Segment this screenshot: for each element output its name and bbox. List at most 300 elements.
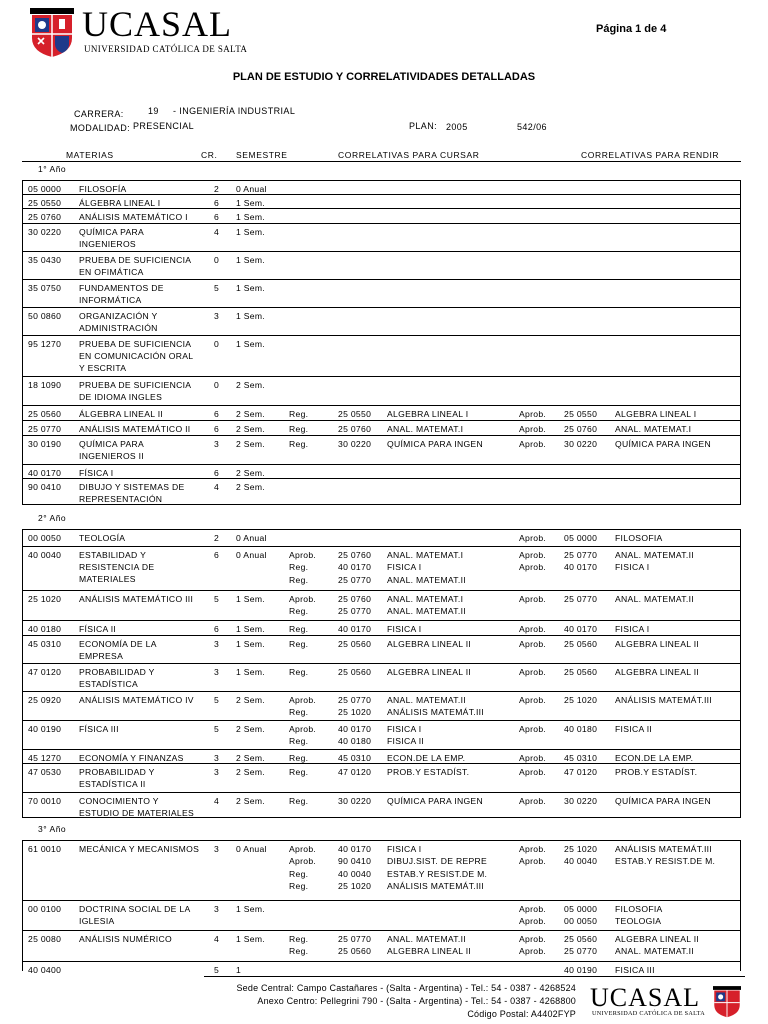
year-label: 1° Año	[38, 164, 67, 174]
cursar-code: 25 0560	[338, 667, 372, 677]
year-table	[22, 840, 741, 975]
col-header-semestre: SEMESTRE	[236, 150, 288, 160]
rendir-code: 30 0220	[564, 439, 598, 449]
cursar-subject: QUÍMICA PARA INGEN	[387, 796, 483, 806]
rendir-subject: ALGEBRA LINEAL II	[615, 667, 700, 677]
rendir-type: Aprob.	[519, 934, 547, 944]
rendir-type: Aprob.	[519, 904, 547, 914]
rendir-type: Aprob.	[519, 639, 547, 649]
cursar-type: Reg.	[289, 736, 309, 747]
rendir-code: 40 0170	[564, 624, 598, 634]
footer-sede-central: Sede Central: Campo Castañares - (Salta - Argentina) - Tel.: 54 - 0387 - 4268524	[236, 983, 576, 993]
semester: 2 Sem.	[236, 695, 266, 705]
credits: 5	[214, 283, 220, 293]
subject-code: 18 1090	[28, 380, 62, 390]
col-header-cursar: CORRELATIVAS PARA CURSAR	[338, 150, 480, 160]
cursar-subject: ALGEBRA LINEAL II	[387, 667, 472, 677]
credits: 4	[214, 796, 220, 806]
subject-code: 00 0100	[28, 904, 62, 914]
cursar-type: Reg.	[289, 639, 309, 649]
cursar-subject: ALGEBRA LINEAL II	[387, 639, 472, 649]
rendir-type: Aprob.	[519, 562, 547, 573]
cursar-subject: FISICA I	[387, 724, 422, 734]
rendir-type: Aprob.	[519, 844, 547, 854]
cursar-code: 47 0120	[338, 767, 372, 777]
cursar-type: Reg.	[289, 624, 309, 634]
subject-code: 40 0040	[28, 550, 62, 560]
cursar-subject: ESTAB.Y RESIST.DE M.	[387, 868, 488, 879]
cursar-code: 45 0310	[338, 753, 372, 763]
table-row	[23, 792, 740, 819]
semester: 2 Sem.	[236, 724, 266, 734]
modalidad-value: PRESENCIAL	[133, 121, 195, 131]
credits: 2	[214, 184, 220, 194]
rendir-type: Aprob.	[519, 594, 547, 604]
subject-code: 25 0080	[28, 934, 62, 944]
subject-name: ECONOMÍA DE LA EMPRESA	[79, 639, 157, 661]
plan-label: PLAN:	[409, 121, 438, 131]
rendir-code: 47 0120	[564, 767, 598, 777]
cursar-subject: ANAL. MATEMAT.II	[387, 934, 466, 944]
credits: 6	[214, 198, 220, 208]
subject-code: 95 1270	[28, 339, 62, 349]
cursar-code: 40 0170	[338, 624, 372, 634]
footer-ucasal-shield-icon	[713, 985, 741, 1019]
credits: 6	[214, 424, 220, 434]
cursar-subject: FISICA I	[387, 844, 422, 854]
credits: 5	[214, 724, 220, 734]
semester: 1 Sem.	[236, 283, 266, 293]
credits: 3	[214, 904, 220, 914]
subject-name: MECÁNICA Y MECANISMOS	[79, 844, 200, 854]
table-row	[23, 478, 740, 506]
footer-brand-wordmark: UCASAL	[590, 983, 701, 1012]
subject-code: 25 0560	[28, 409, 62, 419]
subject-name: QUÍMICA PARA INGENIEROS II	[79, 439, 145, 461]
rendir-code: 25 0770	[564, 550, 598, 560]
rendir-code: 05 0000	[564, 533, 598, 543]
rendir-code: 25 0560	[564, 667, 598, 677]
semester: 2 Sem.	[236, 409, 266, 419]
subject-name: QUÍMICA PARA INGENIEROS	[79, 227, 144, 249]
cursar-subject: ANÁLISIS MATEMÁT.III	[387, 881, 485, 892]
subject-code: 25 1020	[28, 594, 62, 604]
subject-code: 25 0760	[28, 212, 62, 222]
credits: 0	[214, 255, 220, 265]
footer-codigo-postal: Código Postal: A4402FYP	[467, 1009, 576, 1019]
cursar-code: 40 0040	[338, 868, 372, 879]
credits: 6	[214, 409, 220, 419]
semester: 1 Sem.	[236, 934, 266, 944]
rendir-subject: ALGEBRA LINEAL II	[615, 934, 700, 944]
rendir-subject: FISICA III	[615, 965, 655, 975]
semester: 1 Sem.	[236, 624, 266, 634]
rendir-type: Aprob.	[519, 916, 547, 927]
rendir-code: 25 1020	[564, 695, 598, 705]
rendir-subject: ANÁLISIS MATEMÁT.III	[615, 695, 713, 705]
cursar-code: 40 0170	[338, 844, 372, 854]
cursar-type: Aprob.	[289, 724, 317, 734]
cursar-subject: FISICA I	[387, 624, 422, 634]
rendir-code: 25 0760	[564, 424, 598, 434]
modalidad-label: MODALIDAD:	[70, 123, 131, 133]
cursar-subject: ANÁLISIS MATEMÁT.III	[387, 707, 485, 718]
cursar-type: Aprob.	[289, 856, 317, 867]
subject-code: 40 0170	[28, 468, 62, 478]
rendir-subject: FISICA II	[615, 724, 653, 734]
table-row	[23, 930, 740, 961]
table-row	[23, 223, 740, 251]
subject-name: ANÁLISIS MATEMÁTICO IV	[79, 695, 194, 705]
subject-name: ECONOMÍA Y FINANZAS	[79, 753, 184, 763]
subject-name: ANÁLISIS MATEMÁTICO I	[79, 212, 188, 222]
cursar-subject: ANAL. MATEMAT.I	[387, 594, 464, 604]
semester: 1 Sem.	[236, 904, 266, 914]
cursar-type: Reg.	[289, 868, 309, 879]
rendir-subject: FISICA I	[615, 624, 650, 634]
rendir-code: 40 0190	[564, 965, 598, 975]
subject-code: 40 0190	[28, 724, 62, 734]
credits: 2	[214, 533, 220, 543]
table-row	[23, 663, 740, 691]
subject-name: ANÁLISIS MATEMÁTICO II	[79, 424, 191, 434]
table-row	[23, 335, 740, 376]
brand-wordmark: UCASAL	[82, 4, 233, 44]
rendir-subject: PROB.Y ESTADÍST.	[615, 767, 698, 777]
semester: 1 Sem.	[236, 667, 266, 677]
cursar-code: 25 1020	[338, 707, 372, 718]
rendir-type: Aprob.	[519, 550, 547, 560]
credits: 6	[214, 550, 220, 560]
subject-code: 70 0010	[28, 796, 62, 806]
subject-name: PRUEBA DE SUFICIENCIA EN COMUNICACIÓN ORAL Y ESCRITA	[79, 339, 194, 373]
table-row	[23, 620, 740, 635]
subject-code: 25 0920	[28, 695, 62, 705]
cursar-subject: ANAL. MATEMAT.I	[387, 424, 464, 434]
credits: 6	[214, 468, 220, 478]
subject-code: 45 0310	[28, 639, 62, 649]
cursar-type: Reg.	[289, 767, 309, 777]
rendir-type: Aprob.	[519, 533, 547, 543]
rendir-code: 25 0770	[564, 946, 598, 957]
table-row	[23, 208, 740, 223]
cursar-type: Reg.	[289, 574, 309, 585]
cursar-code: 25 0560	[338, 946, 372, 957]
cursar-code: 25 0550	[338, 409, 372, 419]
cursar-code: 30 0220	[338, 796, 372, 806]
table-row	[23, 279, 740, 307]
table-row	[23, 841, 740, 900]
semester: 2 Sem.	[236, 424, 266, 434]
table-row	[23, 194, 740, 208]
subject-name: DOCTRINA SOCIAL DE LA IGLESIA	[79, 904, 191, 926]
subject-name: ÁLGEBRA LINEAL II	[79, 409, 164, 419]
subject-name: ORGANIZACIÓN Y ADMINISTRACIÓN	[79, 311, 158, 333]
rendir-type: Aprob.	[519, 856, 547, 867]
rendir-subject: ECON.DE LA EMP.	[615, 753, 694, 763]
cursar-type: Aprob.	[289, 695, 317, 705]
cursar-code: 90 0410	[338, 856, 372, 867]
credits: 3	[214, 311, 220, 321]
rendir-code: 30 0220	[564, 796, 598, 806]
credits: 3	[214, 844, 220, 854]
semester: 2 Sem.	[236, 482, 266, 492]
semester: 1 Sem.	[236, 212, 266, 222]
rendir-subject: ESTAB.Y RESIST.DE M.	[615, 856, 716, 867]
subject-code: 61 0010	[28, 844, 62, 854]
subject-name: CONOCIMIENTO Y ESTUDIO DE MATERIALES	[79, 796, 195, 818]
cursar-code: 25 0760	[338, 424, 372, 434]
semester: 2 Sem.	[236, 753, 266, 763]
subject-name: FUNDAMENTOS DE INFORMÁTICA	[79, 283, 164, 305]
table-row	[23, 590, 740, 620]
table-row	[23, 181, 740, 194]
subject-name: DIBUJO Y SISTEMAS DE REPRESENTACIÓN	[79, 482, 185, 504]
carrera-name: - INGENIERÍA INDUSTRIAL	[173, 106, 296, 116]
semester: 2 Sem.	[236, 767, 266, 777]
semester: 1 Sem.	[236, 255, 266, 265]
cursar-subject: ANAL. MATEMAT.II	[387, 695, 466, 705]
rendir-type: Aprob.	[519, 767, 547, 777]
plan-value: 2005	[446, 122, 468, 132]
cursar-code: 25 0770	[338, 695, 372, 705]
cursar-subject: FISICA I	[387, 562, 422, 573]
year-label: 3° Año	[38, 824, 67, 834]
cursar-type: Reg.	[289, 606, 309, 617]
subject-name: ANÁLISIS NUMÉRICO	[79, 934, 172, 944]
cursar-subject: DIBUJ.SIST. DE REPRE	[387, 856, 488, 867]
subject-name: TEOLOGÍA	[79, 533, 126, 543]
carrera-label: CARRERA:	[74, 109, 124, 119]
subject-name: FÍSICA I	[79, 468, 114, 478]
document-title: PLAN DE ESTUDIO Y CORRELATIVIDADES DETALLADAS	[232, 71, 536, 83]
cursar-code: 40 0180	[338, 736, 372, 747]
cursar-type: Aprob.	[289, 594, 317, 604]
cursar-subject: FISICA II	[387, 736, 425, 747]
rendir-type: Aprob.	[519, 695, 547, 705]
subject-name: FILOSOFÍA	[79, 184, 127, 194]
rendir-subject: ANAL. MATEMAT.II	[615, 550, 694, 560]
rendir-code: 00 0050	[564, 916, 598, 927]
rendir-subject: ALGEBRA LINEAL II	[615, 639, 700, 649]
year-label: 2° Año	[38, 513, 67, 523]
rendir-code: 25 0770	[564, 594, 598, 604]
cursar-code: 25 0770	[338, 606, 372, 617]
cursar-type: Reg.	[289, 934, 309, 944]
semester: 1 Sem.	[236, 227, 266, 237]
credits: 0	[214, 339, 220, 349]
subject-code: 05 0000	[28, 184, 62, 194]
subject-code: 30 0190	[28, 439, 62, 449]
subject-code: 40 0400	[28, 965, 62, 975]
cursar-code: 25 0560	[338, 639, 372, 649]
semester: 0 Anual	[236, 533, 267, 543]
cursar-subject: ALGEBRA LINEAL II	[387, 946, 472, 957]
credits: 4	[214, 227, 220, 237]
credits: 6	[214, 212, 220, 222]
rendir-subject: FILOSOFIA	[615, 533, 663, 543]
year-table	[22, 180, 741, 505]
rendir-code: 45 0310	[564, 753, 598, 763]
cursar-code: 40 0170	[338, 724, 372, 734]
rendir-subject: ANÁLISIS MATEMÁT.III	[615, 844, 713, 854]
table-row	[23, 546, 740, 590]
cursar-code: 40 0170	[338, 562, 372, 573]
subject-code: 35 0430	[28, 255, 62, 265]
cursar-code: 25 0770	[338, 934, 372, 944]
cursar-subject: QUÍMICA PARA INGEN	[387, 439, 483, 449]
subject-code: 30 0220	[28, 227, 62, 237]
col-header-cr: CR.	[201, 150, 218, 160]
semester: 2 Sem.	[236, 380, 266, 390]
table-row	[23, 961, 740, 975]
footer-university-name: UNIVERSIDAD CATÓLICA DE SALTA	[592, 1010, 705, 1017]
credits: 5	[214, 695, 220, 705]
rendir-subject: FISICA I	[615, 562, 650, 573]
cursar-type: Reg.	[289, 562, 309, 573]
semester: 1 Sem.	[236, 339, 266, 349]
cursar-code: 25 0760	[338, 550, 372, 560]
semester: 0 Anual	[236, 184, 267, 194]
cursar-type: Reg.	[289, 753, 309, 763]
rendir-code: 05 0000	[564, 904, 598, 914]
credits: 3	[214, 753, 220, 763]
university-name: UNIVERSIDAD CATÓLICA DE SALTA	[84, 44, 248, 54]
semester: 1 Sem.	[236, 311, 266, 321]
cursar-type: Reg.	[289, 796, 309, 806]
table-row	[23, 530, 740, 546]
cursar-type: Reg.	[289, 424, 309, 434]
cursar-type: Aprob.	[289, 550, 317, 560]
semester: 1	[236, 965, 242, 975]
cursar-subject: ALGEBRA LINEAL I	[387, 409, 469, 419]
cursar-subject: ANAL. MATEMAT.II	[387, 574, 466, 585]
subject-name: FÍSICA II	[79, 624, 117, 634]
semester: 1 Sem.	[236, 639, 266, 649]
subject-code: 47 0120	[28, 667, 62, 677]
rendir-code: 25 0550	[564, 409, 598, 419]
rendir-type: Aprob.	[519, 624, 547, 634]
rendir-subject: QUÍMICA PARA INGEN	[615, 439, 711, 449]
credits: 3	[214, 639, 220, 649]
footer-rule	[204, 976, 745, 977]
rendir-code: 40 0180	[564, 724, 598, 734]
carrera-code: 19	[148, 106, 159, 116]
cursar-type: Reg.	[289, 667, 309, 677]
table-row	[23, 720, 740, 749]
rendir-subject: QUÍMICA PARA INGEN	[615, 796, 711, 806]
subject-code: 00 0050	[28, 533, 62, 543]
table-row	[23, 464, 740, 478]
table-row	[23, 691, 740, 720]
table-row	[23, 900, 740, 930]
col-header-rendir: CORRELATIVAS PARA RENDIR	[581, 150, 720, 160]
credits: 6	[214, 624, 220, 634]
subject-name: FÍSICA III	[79, 724, 119, 734]
cursar-type: Reg.	[289, 946, 309, 957]
footer-anexo-centro: Anexo Centro: Pellegrini 790 - (Salta - Argentina) - Tel.: 54 - 0387 - 4268800	[257, 996, 576, 1006]
subject-code: 45 1270	[28, 753, 62, 763]
credits: 5	[214, 965, 220, 975]
credits: 5	[214, 594, 220, 604]
semester: 2 Sem.	[236, 439, 266, 449]
cursar-type: Reg.	[289, 439, 309, 449]
semester: 2 Sem.	[236, 468, 266, 478]
semester: 0 Anual	[236, 844, 267, 854]
subject-name: PROBABILIDAD Y ESTADÍSTICA II	[79, 767, 155, 789]
rendir-code: 25 1020	[564, 844, 598, 854]
cursar-type: Reg.	[289, 881, 309, 892]
col-header-materias: MATERIAS	[66, 150, 114, 160]
rendir-subject: ANAL. MATEMAT.I	[615, 424, 692, 434]
rendir-subject: ALGEBRA LINEAL I	[615, 409, 697, 419]
cursar-type: Aprob.	[289, 844, 317, 854]
cursar-subject: PROB.Y ESTADÍST.	[387, 767, 470, 777]
subject-code: 47 0530	[28, 767, 62, 777]
rendir-type: Aprob.	[519, 753, 547, 763]
cursar-subject: ANAL. MATEMAT.II	[387, 606, 466, 617]
semester: 2 Sem.	[236, 796, 266, 806]
credits: 3	[214, 439, 220, 449]
semester: 1 Sem.	[236, 594, 266, 604]
table-row	[23, 420, 740, 435]
table-row	[23, 435, 740, 464]
credits: 4	[214, 482, 220, 492]
subject-name: PRUEBA DE SUFICIENCIA DE IDIOMA INGLES	[79, 380, 191, 402]
rendir-type: Aprob.	[519, 424, 547, 434]
cursar-type: Reg.	[289, 707, 309, 718]
table-row	[23, 307, 740, 335]
rendir-subject: TEOLOGIA	[615, 916, 662, 927]
subject-name: PROBABILIDAD Y ESTADÍSTICA	[79, 667, 155, 689]
cursar-code: 30 0220	[338, 439, 372, 449]
table-row	[23, 405, 740, 420]
cursar-code: 25 0760	[338, 594, 372, 604]
credits: 3	[214, 667, 220, 677]
rendir-code: 25 0560	[564, 639, 598, 649]
subject-code: 90 0410	[28, 482, 62, 492]
table-row	[23, 376, 740, 405]
subject-code: 25 0770	[28, 424, 62, 434]
credits: 3	[214, 767, 220, 777]
subject-code: 25 0550	[28, 198, 62, 208]
rendir-type: Aprob.	[519, 796, 547, 806]
rendir-code: 40 0170	[564, 562, 598, 573]
subject-code: 35 0750	[28, 283, 62, 293]
credits: 0	[214, 380, 220, 390]
cursar-subject: ANAL. MATEMAT.I	[387, 550, 464, 560]
cursar-code: 25 1020	[338, 881, 372, 892]
rendir-type: Aprob.	[519, 724, 547, 734]
semester: 1 Sem.	[236, 198, 266, 208]
rendir-type: Aprob.	[519, 439, 547, 449]
rendir-type: Aprob.	[519, 946, 547, 957]
cursar-subject: ECON.DE LA EMP.	[387, 753, 466, 763]
subject-name: ÁLGEBRA LINEAL I	[79, 198, 161, 208]
rendir-subject: ANAL. MATEMAT.II	[615, 946, 694, 957]
table-row	[23, 763, 740, 792]
semester: 0 Anual	[236, 550, 267, 560]
resolucion-number: 542/06	[517, 122, 547, 132]
rendir-type: Aprob.	[519, 409, 547, 419]
rendir-code: 25 0560	[564, 934, 598, 944]
table-row	[23, 749, 740, 763]
subject-code: 40 0180	[28, 624, 62, 634]
credits: 4	[214, 934, 220, 944]
cursar-type: Reg.	[289, 409, 309, 419]
subject-code: 50 0860	[28, 311, 62, 321]
rendir-subject: ANAL. MATEMAT.II	[615, 594, 694, 604]
